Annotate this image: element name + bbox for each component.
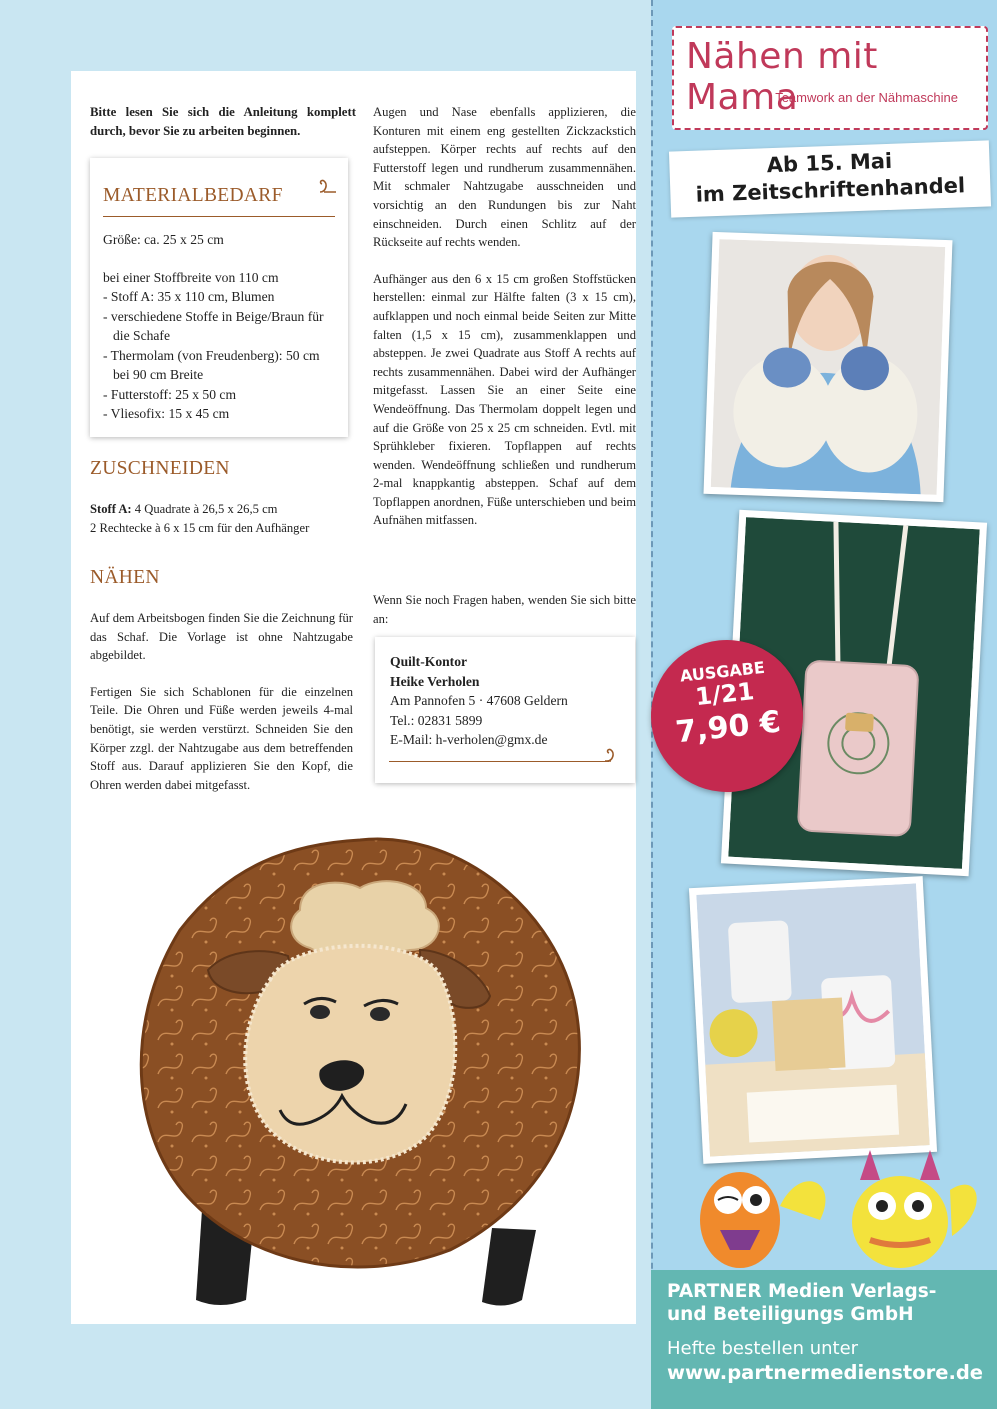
material-fabric-width: bei einer Stoffbreite von 110 cm xyxy=(103,270,279,285)
contact-email: E-Mail: h-verholen@gmx.de xyxy=(390,732,548,747)
cutting-heading: ZUSCHNEIDEN xyxy=(90,458,230,479)
swirl-ornament-icon xyxy=(605,741,625,767)
magazine-title: Nähen mit Mama xyxy=(686,36,878,118)
contact-box xyxy=(375,637,635,783)
cutting-line1: 4 Quadrate à 26,5 x 26,5 cm xyxy=(131,502,278,516)
col2-paragraph-1: Augen und Nase ebenfalls applizieren, die Konturen mit einem eng gestellten Zickzackstich aufsteppen. Körper rechts auf rechts auf den Futterstoff legen und rundherum zusammennähen. Mit schmaler Nahtzugabe ausschneiden und vorsichtig an den Rundungen bis zur Naht einschneiden. Durch einen Schlitz auf der Rückseite auf rechts wenden. xyxy=(373,105,636,250)
publisher-name-line2: und Beteiligungs GmbH xyxy=(667,1304,914,1325)
material-item: - Thermolam (von Freudenberg): 50 cm bei 90 cm Breite xyxy=(103,347,320,382)
badge-price: 7,90 € xyxy=(673,704,783,751)
sewing-paragraph-1: Auf dem Arbeitsbogen finden Sie die Zeichnung für das Schaf. Die Vorlage ist ohne Nahtzugabe abgebildet. xyxy=(90,611,353,663)
cutting-line2: 2 Rechtecke à 6 x 15 cm für den Aufhänger xyxy=(90,520,310,535)
order-text: Hefte bestellen unter xyxy=(667,1338,859,1359)
photo-craft-supplies xyxy=(689,876,937,1164)
badge-issue-number: 1/21 xyxy=(693,677,756,712)
owl-plush-image xyxy=(690,1150,990,1270)
contact-line xyxy=(389,761,609,762)
material-item: - Vliesofix: 15 x 45 cm xyxy=(103,406,230,421)
sewing-paragraph-2: Fertigen Sie sich Schablonen für die einzelnen Teile. Die Ohren und Füße werden jeweils 4-mal benötigt, sie werden verstürzt. Schneiden Sie den Körper zzgl. der Nahtzugabe aus dem betreffenden Stoff aus. Darauf applizieren Sie den Kopf, die Ohren werden dabei mitgefasst. xyxy=(90,684,353,792)
material-item: - verschiedene Stoffe in Beige/Braun für die Schafe xyxy=(103,308,324,343)
release-date-line1: Ab 15. Mai xyxy=(766,148,893,178)
cutting-label: Stoff A: xyxy=(90,502,132,516)
questions-text: Wenn Sie noch Fragen haben, wenden Sie sich bitte an: xyxy=(373,593,636,626)
material-line xyxy=(103,216,335,217)
material-list xyxy=(103,287,331,424)
contact-company: Quilt-Kontor xyxy=(390,654,468,669)
contact-address: Am Pannofen 5 · 47608 Geldern xyxy=(390,693,568,708)
swirl-ornament-icon xyxy=(318,170,338,196)
contact-details xyxy=(390,652,568,750)
store-url-link[interactable]: www.partnermedienstore.de xyxy=(667,1361,984,1384)
material-box xyxy=(90,158,348,437)
material-item: - Stoff A: 35 x 110 cm, Blumen xyxy=(103,289,275,304)
publisher-name-line1: PARTNER Medien Verlags- xyxy=(667,1281,937,1302)
magazine-logo-box xyxy=(672,26,988,130)
sewing-text xyxy=(90,609,353,812)
contact-phone: Tel.: 02831 5899 xyxy=(390,712,483,728)
photo-girl-with-sheep xyxy=(704,232,953,502)
material-heading: MATERIALBEDARF xyxy=(103,185,283,206)
contact-person: Heike Verholen xyxy=(390,673,480,689)
sewing-heading: NÄHEN xyxy=(90,567,160,588)
intro-text: Bitte lesen Sie sich die Anleitung komplett durch, bevor Sie zu arbeiten beginnen. xyxy=(90,105,356,138)
release-date-banner xyxy=(669,140,991,217)
column-2-text xyxy=(373,103,636,548)
cutting-text xyxy=(90,500,356,537)
col2-paragraph-2: Aufhänger aus den 6 x 15 cm großen Stoffstücken herstellen: einmal zur Hälfte falten (3 x 15 cm), aufklappen und noch einmal beide Seiten zur Mitte falten (1,5 x 15 cm), zusammenklappen und absteppen. Je zwei Quadrate aus Stoff A rechts auf rechts zusammennähen. Dabei wird der Aufhänger mitgefasst. Lassen Sie an einer Seite eine Wendeöffnung. Das Thermolam doppelt legen und auf die Größe von 25 x 25 cm schneiden. Evtl. mit Sprühkleber fixieren. Topflappen auf rechts wenden. Wendeöffnung schließen und rundherum 2-mal knappkantig absteppen. Schaf auf dem Topflappen anordnen, Füße unterschieben und beim Aufnähen mitfassen. xyxy=(373,271,636,528)
sheep-potholder-image xyxy=(120,810,600,1310)
publisher-panel xyxy=(651,1270,997,1409)
material-item: - Futterstoff: 25 x 50 cm xyxy=(103,386,237,402)
magazine-subtitle: Teamwork an der Nähmaschine xyxy=(775,90,958,105)
release-date-line2: im Zeitschriftenhandel xyxy=(695,173,966,207)
material-size: Größe: ca. 25 x 25 cm xyxy=(103,232,224,247)
badge-issue-label: AUSGABE xyxy=(679,657,766,686)
